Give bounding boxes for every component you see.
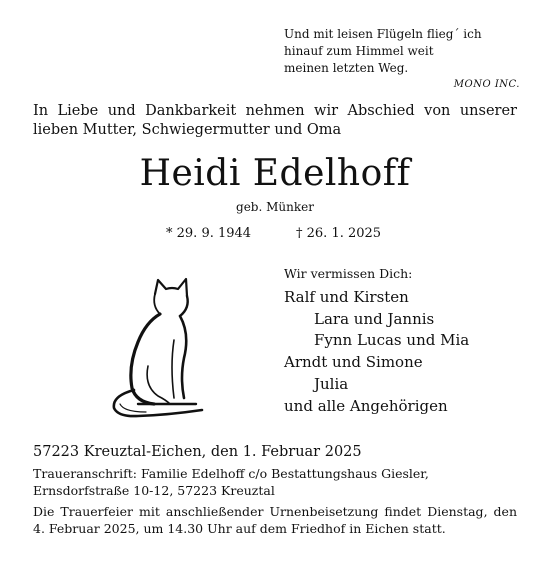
poem-line: hinauf zum Himmel weit [284, 44, 434, 58]
mourning-address [33, 465, 517, 499]
family-member: Fynn Lucas und Mia [314, 331, 470, 350]
family-member: Ralf und Kirsten [284, 288, 409, 306]
poem-author: MONO INC. [453, 79, 520, 90]
place-date: 57223 Kreuztal-Eichen, den 1. Februar 2025 [33, 444, 362, 460]
birth-date: * 29. 9. 1944 [166, 226, 252, 241]
maiden-name: geb. Münker [236, 200, 314, 214]
family-member: Arndt und Simone [284, 353, 423, 372]
intro-text: In Liebe und Dankbarkeit nehmen wir Abschied von unserer lieben Mutter, Schwiegermutter und Oma [33, 103, 517, 138]
address-line: Traueranschrift: Familie Edelhoff c/o Bestattungshaus Giesler, [33, 466, 429, 481]
deceased-name: Heidi Edelhoff [139, 153, 411, 194]
funeral-service-info: Die Trauerfeier mit anschließender Urnenbeisetzung findet Dienstag, den 4. Februar 2025, um 14.30 Uhr auf dem Friedhof in Eichen statt. [33, 504, 517, 536]
poem-line: Und mit leisen Flügeln flieg´ ich [284, 27, 482, 41]
sitting-cat-icon [98, 270, 228, 420]
family-list [284, 287, 469, 417]
miss-you-label: Wir vermissen Dich: [284, 266, 413, 281]
death-date: † 26. 1. 2025 [296, 226, 382, 241]
family-member: Lara und Jannis [314, 309, 435, 328]
family-member: und alle Angehörigen [284, 396, 448, 415]
poem [284, 26, 524, 92]
address-line: Ernsdorfstraße 10-12, 57223 Kreuztal [33, 483, 275, 498]
poem-line: meinen letzten Weg. [284, 61, 409, 75]
family-member: Julia [314, 374, 349, 393]
